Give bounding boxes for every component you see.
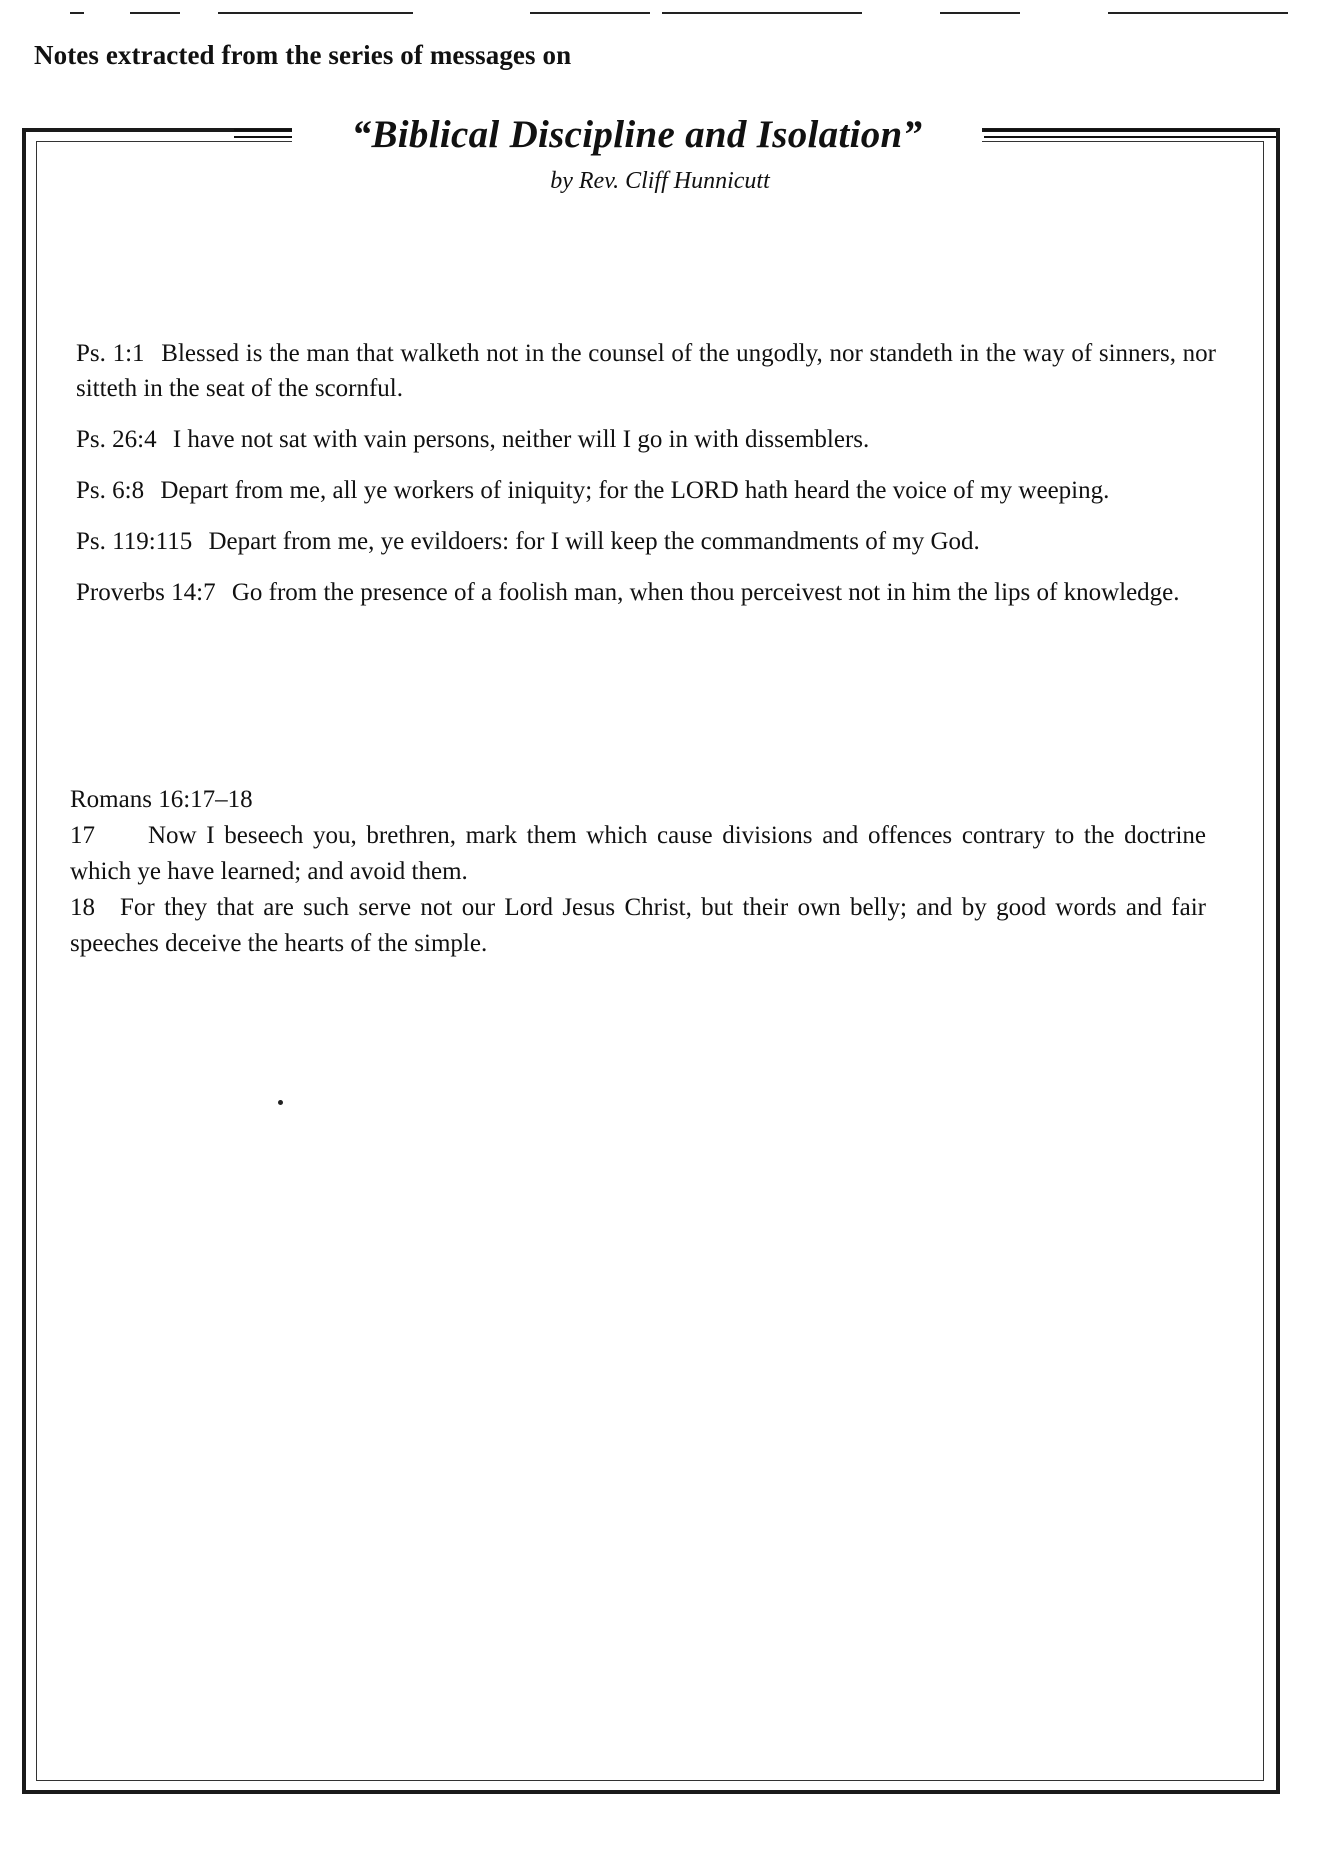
verse-item [76,422,1216,457]
verse-reference: Ps. 1:1 [76,340,145,367]
verse-text: Depart from me, ye evildoers: for I will keep the commandments of my God. [208,528,980,555]
verse-list [76,336,1216,626]
verse-text: Depart from me, all ye workers of iniquity; for the LORD hath heard the voice of my weeping. [160,477,1110,504]
passage-verse [70,818,1206,890]
verse-reference: Ps. 26:4 [76,426,157,453]
verse-item [76,473,1216,508]
scan-artifact-dash [130,12,180,14]
verse-text: Blessed is the man that walketh not in the counsel of the ungodly, nor standeth in the way of sinners, nor sitteth in the seat of the scornful. [76,340,1216,402]
verse-reference: Proverbs 14:7 [76,579,216,606]
verse-text: I have not sat with vain persons, neither will I go in with dissemblers. [172,426,870,453]
verse-item [76,575,1216,610]
verse-reference: Ps. 119:115 [76,528,193,555]
title-banner [0,108,1320,158]
scan-artifact-dash [940,12,1020,14]
verse-reference: Ps. 6:8 [76,477,145,504]
author-byline: by Rev. Cliff Hunnicutt [550,168,770,194]
scan-speck [278,1100,283,1105]
scan-artifact-dash [218,12,413,14]
verse-item [76,336,1216,406]
verse-text: For they that are such serve not our Lord Jesus Christ, but their own belly; and by good words and fair speeches deceive the hearts of the simple. [70,894,1206,957]
passage-verse [70,890,1206,962]
passage-heading: Romans 16:17–18 [70,786,253,813]
verse-text: Now I beseech you, brethren, mark them which cause divisions and offences contrary to the doctrine which ye have learned; and avoid them. [70,822,1206,885]
document-title: “Biblical Discipline and Isolation” [351,113,923,156]
verse-number: 18 [70,894,95,921]
scan-artifact-dash [1108,12,1288,14]
verse-number: 17 [70,822,95,849]
header-note: Notes extracted from the series of messages on [34,40,572,70]
verse-text: Go from the presence of a foolish man, when thou perceivest not in him the lips of knowledge. [231,579,1180,606]
title-rule-right [984,129,1276,138]
scan-artifact-dash [70,12,84,14]
scan-artifact-dash [662,12,862,14]
romans-passage [70,782,1206,962]
title-rule-left [234,129,294,138]
scan-artifact-dash [530,12,650,14]
verse-item [76,524,1216,559]
